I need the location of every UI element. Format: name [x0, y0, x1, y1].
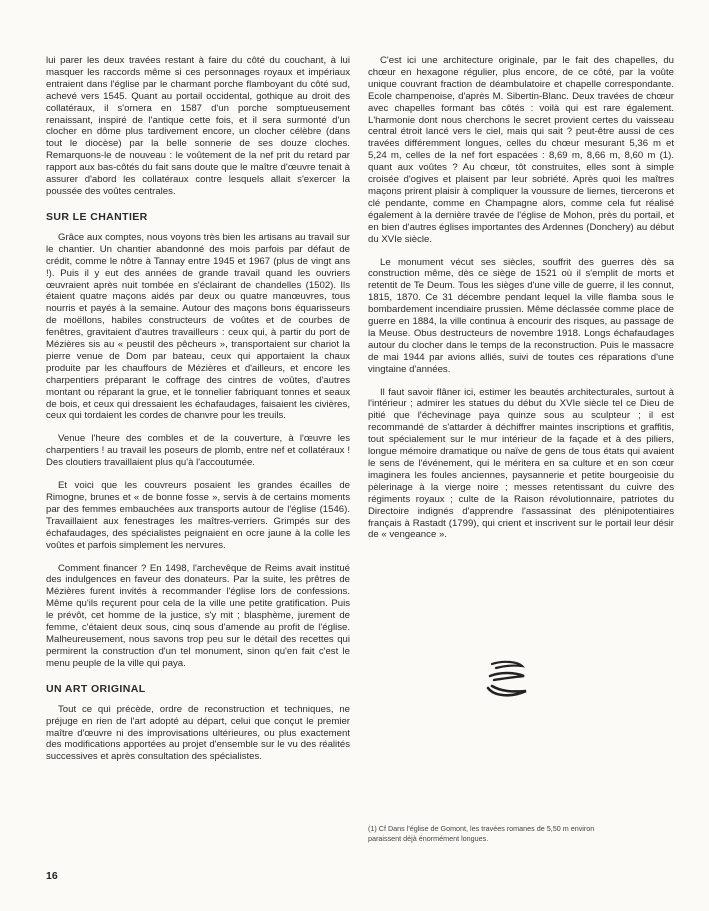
footnote-line-1: (1) Cf Dans l'église de Gomont, les travées romanes de 5,50 m environ [368, 824, 595, 833]
footnote-line-2: paraissent déjà énormément longues. [368, 834, 489, 843]
paragraph-history: Le monument vécut ses siècles, souffrit des guerres dès sa construction même, dès ce siège de 1521 où il s'emplit de morts et retentit de Te Deum. Tous les sièges d'une ville de guerre, il les connut, 1815, 1870. Ce 31 décembre pendant lequel la ville flamba sous le bombardement incendiaire prussien. Même déclassée comme place de guerre en 1884, la ville continua à encourir des risques, au passage de la Meuse. Obus destructeurs de novembre 1918. Longs échafaudages autour du clocher dans le temps de la reconstruction. Puis le massacre de mai 1944 par avions alliés, suivi de toutes ces réparations d'une vingtaine d'années. [368, 256, 674, 375]
heading-sur-le-chantier: SUR LE CHANTIER [46, 210, 148, 223]
paragraph-chantier-3: Et voici que les couvreurs posaient les grandes écailles de Rimogne, brunes et « de bonne fosse », servis à de certains moments par des femmes embauchées aux transports autour de l'église (1546). Travaillaient aux fenestrages les maîtres-verriers. Grimpés sur des échafaudages, des spécialistes peignaient en ocre jaune à la colle les voûtes et parfois simplement les nervures. [46, 480, 350, 551]
flourish-ornament-icon [484, 658, 530, 700]
page-number: 16 [46, 870, 58, 882]
paragraph-chantier-4: Comment financer ? En 1498, l'archevêque de Reims avait institué des indulgences en faveur des donateurs. Par la suite, les prêtres de Mézières furent invités à recommander l'église lors de confessions. Même qu'ils reçurent pour cela de la ville une petite gratification. Puis le prévôt, cet homme de la justice, s'y mit ; blasphème, jurement de femme, c'étaient deux sous, cinq sous d'amende au profit de l'église. Malheureusement, nous savons trop peu sur le détail des recettes qui permirent la construction d'un tel monument, sinon qu'en fait c'est le menu peuple de la ville qui paya. [46, 562, 350, 669]
right-column [368, 55, 674, 552]
left-column [46, 55, 350, 774]
paragraph-visit: Il faut savoir flâner ici, estimer les beautés architecturales, surtout à l'intérieur ; admirer les statues du début du XVIe siècle tel ce Dieu de pitié que l'échevinage paya quinze sous au sculpteur ; il est recommandé de s'attarder à déchiffrer maintes inscriptions et graffitis, tout spécialement sur le mur intérieur de la façade et à des piliers, longue mémoire dramatique ou naïve de gens de tous états qui avaient le sens de l'événement, qui le méritera en sa culture et en son cœur imaginera les foules anciennes, paysannerie et petite bourgeoisie du pèlerinage à la vierge noire ; messes retentissant du cuivre des régiments royaux ; culte de la Raison révolutionnaire, patriotes du Directoire indignés d'apprendre l'assassinat des plénipotentiaires français à Rastadt (1799), qui crient et inscrivent sur le portail leur désir de « vengeance ». [368, 386, 674, 541]
paragraph-chantier-2: Venue l'heure des combles et de la couverture, à l'œuvre les charpentiers ! au travail les poseurs de plomb, entre nef et collatéraux ! Des cloutiers travaillaient plus qu'à l'accoutumée. [46, 433, 350, 469]
paragraph-architecture: C'est ici une architecture originale, par le fait des chapelles, du chœur en hexagone régulier, plus encore, de ce côté, par la voûte unique couvrant fraction de déambulatoire et chapelle correspondante. Ecole champenoise, d'après M. Sibertin-Blanc. Deux travées de chœur avec chapelles formant bas côtés : voilà qui est rare également. L'harmonie dont nous cherchons le secret provient certes du vaisseau central étroit lancé vers le ciel, mais qui sait ? peut-être aussi de ces travées différemment longues, celles du chœur mesurant 5,36 m et 5,24 m, celles de la nef fort espacées : 8,69 m, 8,66 m, 8,60 m (1). quant aux voûtes ? Au chœur, tôt construites, elles sont à simple croisée d'ogives et plaisent par leur sobriété. Après quoi les maîtres maçons prirent plaisir à compliquer la voussure de liernes, tiercerons et clé pendante, comme en Champagne alors, comme cela fut réalisé également à la dernière travée de l'église de Mohon, près du portail, et en bien d'autres églises importantes des Ardennes (Donchery) au début du XVIe siècle. [368, 55, 674, 245]
footnote [368, 824, 674, 844]
heading-un-art-original: UN ART ORIGINAL [46, 682, 146, 695]
paragraph-art-1: Tout ce qui précède, ordre de reconstruction et techniques, ne préjuge en rien de l'art adopté au départ, celui que conçut le premier maître d'œuvre ni des improvisations ultérieures, ou plus exactement des modifications apportées au projet d'ensemble sur le vu des réalités successives et après consultation des spécialistes. [46, 703, 350, 763]
paragraph-chantier-1: Grâce aux comptes, nous voyons très bien les artisans au travail sur le chantier. Un chantier abandonné des mois parfois par défaut de crédit, comme le nôtre à Tannay entre 1945 et 1967 (plus de vingt ans !). Puis il y eut des années de grande travail quand les ouvriers œuvraient après nuit tombée en s'éclairant de chandelles (1502). Ils étaient quatre maçons aidés par deux ou quatre manœuvres, tous nourris et payés à la semaine. Autour des maçons bons équarisseurs de moëllons, habiles constructeurs de voûtes et de courbes de fenêtres, gravitaient d'autres travailleurs : ceux qui, à partir du port de Mézières sis au « peustil des pêcheurs », transportaient sur chariot la pierre venue de Dom par bateau, ceux qui apportaient la chaux produite par les chauffours de Mézières et d'ailleurs, et encore les charpentiers préparant le coffrage des cintres de voûtes, d'autres montant ou réparant la grue, et le tonnelier fabriquant tonnes et seaux de bois, et ceux qui dressaient les échafaudages, faisaient les civières, ceux qui tordaient les cordes de chanvre pour les treuils. [46, 231, 350, 422]
paragraph-intro: lui parer les deux travées restant à faire du côté du couchant, à lui masquer les raccords même si ces personnages royaux et impériaux entraient dans l'église par le charmant porche flamboyant du côté sud, achevé vers 1545. Quant au portail occidental, gothique au droit des collatéraux, il s'ornera en 1587 d'un porche somptueusement renaissant, inspiré de l'antique cette fois, et il sera surmonté d'un clocher en dôme plus tardivement encore, un clocher célèbre (dans tout le diocèse) par la belle sonnerie de ses douze cloches. Remarquons-le de nouveau : le voûtement de la nef prit du retard par rapport aux bas-côtés du fait sans doute que le maître d'œuvre tenait à assurer d'abord les collatéraux contre lesquels allait s'exercer la poussée des voûtes centrales. [46, 55, 350, 197]
